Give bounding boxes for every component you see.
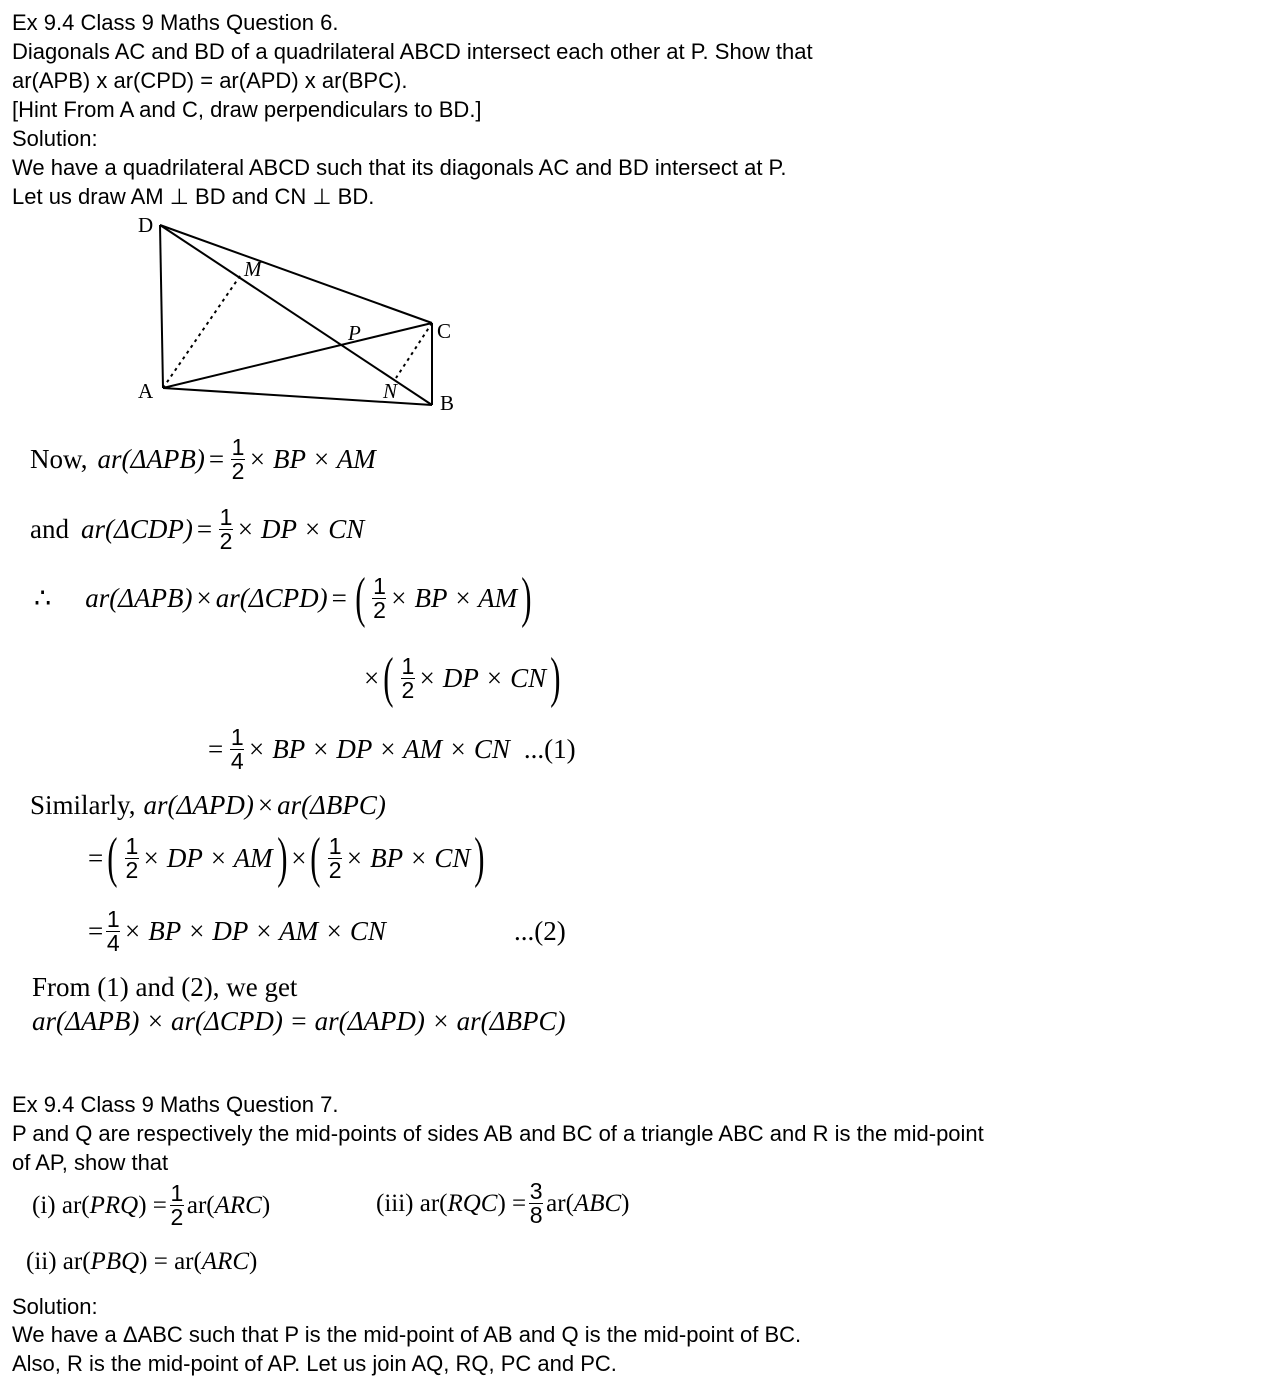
label-d: D — [138, 213, 154, 237]
side-dc — [160, 225, 432, 323]
part-i-triangle: PRQ — [89, 1191, 139, 1219]
denominator: 8 — [529, 1202, 543, 1228]
equals: = — [88, 916, 104, 946]
times: × — [291, 842, 307, 873]
fraction-half — [219, 506, 233, 553]
label-c: C — [437, 319, 452, 343]
part-ii-triangle: PBQ — [90, 1248, 140, 1275]
fraction-half — [170, 1182, 184, 1229]
ar-bpc: ar(ΔBPC) — [277, 790, 386, 820]
fraction-half — [125, 832, 139, 883]
similarly-text: Similarly, — [30, 790, 136, 820]
part-i-rhs-close: ) — [261, 1191, 271, 1219]
q6-solution-label: Solution: — [12, 126, 98, 151]
label-a: A — [138, 379, 154, 403]
fraction-quarter — [230, 726, 244, 773]
numerator: 1 — [170, 1180, 184, 1206]
q7-solution-line-2: Also, R is the mid-point of AP. Let us join AQ, RQ, PC and PC. — [12, 1351, 617, 1376]
part-ii-label: (ii) ar( — [26, 1248, 91, 1275]
eq-result-2 — [88, 908, 386, 955]
bp-dp-am-cn: × BP × DP × AM × CN — [247, 734, 510, 764]
part-iii-label: (iii) ar( — [376, 1189, 448, 1217]
eq-result-1 — [204, 726, 576, 773]
equals: = — [88, 842, 104, 873]
eq-area-apb — [30, 436, 376, 483]
numerator: 1 — [125, 832, 139, 859]
conclusion: ar(ΔAPB) × ar(ΔCPD) = ar(ΔAPD) × ar(ΔBPC) — [32, 1006, 566, 1036]
denominator: 4 — [106, 930, 120, 956]
part-i-equals: ) = — [138, 1191, 167, 1219]
eq-similarly — [30, 790, 386, 821]
q7-statement-line-1: P and Q are respectively the mid-points of sides AB and BC of a triangle ABC and R is the mid-point — [12, 1121, 984, 1146]
denominator: 2 — [231, 458, 245, 484]
part-iii-equals: ) = — [497, 1189, 527, 1217]
therefore-symbol: ∴ — [34, 582, 52, 613]
denominator: 2 — [373, 596, 386, 623]
dp-am: × DP × AM — [141, 842, 273, 873]
equation-ref-1: ...(1) — [523, 734, 576, 764]
now-text: Now, — [30, 444, 88, 474]
denominator: 2 — [170, 1204, 184, 1230]
part-ii-rhs-close: ) — [249, 1248, 258, 1275]
q7-part-ii — [26, 1248, 257, 1276]
q7-solution-label: Solution: — [12, 1294, 98, 1319]
equation-ref-2: ...(2) — [514, 916, 566, 946]
q7-solution-line-1: We have a ΔABC such that P is the mid-point of AB and Q is the mid-point of BC. — [12, 1322, 802, 1347]
bp-cn: × BP × CN — [345, 842, 471, 873]
part-i-rhs-triangle: ARC — [214, 1191, 262, 1219]
ar-cdp: ar(ΔCDP) — [80, 514, 193, 544]
numerator: 1 — [230, 724, 244, 750]
fraction-half — [401, 652, 415, 703]
part-ii-equals: ) = ar( — [139, 1248, 202, 1275]
ar-apb: ar(ΔAPB) — [85, 582, 193, 613]
times: × — [364, 662, 380, 693]
part-iii-rhs-triangle: ABC — [573, 1189, 622, 1217]
denominator: 2 — [219, 528, 233, 554]
part-iii-triangle: RQC — [447, 1189, 498, 1217]
part-ii-rhs-triangle: ARC — [201, 1248, 250, 1275]
from-1-and-2: From (1) and (2), we get — [32, 972, 298, 1002]
numerator: 1 — [106, 906, 120, 932]
label-b: B — [440, 391, 455, 415]
side-da — [160, 225, 163, 388]
q6-solution-line-1: We have a quadrilateral ABCD such that its diagonals AC and BD intersect at P. — [12, 155, 787, 180]
q6-hint: [Hint From A and C, draw perpendiculars to BD.] — [12, 97, 482, 122]
times: × — [196, 582, 212, 613]
q7-part-iii — [376, 1180, 629, 1227]
bp-dp-am-cn: × BP × DP × AM × CN — [123, 916, 386, 946]
q6-solution-line-2: Let us draw AM ⊥ BD and CN ⊥ BD. — [12, 184, 375, 209]
numerator: 1 — [219, 504, 233, 530]
q6-statement-line-2: ar(APB) x ar(CPD) = ar(APD) x ar(BPC). — [12, 68, 408, 93]
dp-cn: × DP × CN — [236, 514, 365, 544]
fraction-half — [372, 572, 386, 623]
part-iii-rhs-close: ) — [621, 1189, 630, 1217]
dp-cn: × DP × CN — [417, 662, 547, 693]
label-n: N — [383, 379, 398, 403]
q7-part-i — [32, 1182, 270, 1229]
equals: = — [196, 514, 213, 544]
equals: = — [331, 582, 347, 613]
part-i-label: (i) ar( — [32, 1191, 90, 1219]
q6-title: Ex 9.4 Class 9 Maths Question 6. — [12, 10, 339, 35]
ar-apd: ar(ΔAPD) — [143, 790, 254, 820]
part-iii-rhs: ar( — [546, 1189, 574, 1217]
label-m: M — [244, 257, 262, 281]
times: × — [257, 790, 274, 820]
denominator: 2 — [125, 856, 139, 883]
equals: = — [208, 444, 225, 474]
bp-am: × BP × AM — [389, 582, 518, 613]
ar-apb: ar(ΔAPB) — [97, 444, 205, 474]
fraction-three-eighths — [529, 1180, 543, 1227]
ar-cpd: ar(ΔCPD) — [215, 582, 328, 613]
numerator: 3 — [529, 1178, 543, 1204]
q6-statement-line-1: Diagonals AC and BD of a quadrilateral ABCD intersect each other at P. Show that — [12, 39, 813, 64]
denominator: 4 — [230, 748, 244, 774]
denominator: 2 — [401, 676, 415, 703]
and-text: and — [30, 514, 69, 544]
numerator: 1 — [401, 652, 415, 679]
part-i-rhs: ar( — [186, 1191, 215, 1219]
equals: = — [208, 734, 224, 764]
eq-product-3: = ( $\frac{1}{2}$ × DP × AM ) × ( $\frac{1}{2}$ × BP × CN ) — [88, 827, 485, 889]
q7-title: Ex 9.4 Class 9 Maths Question 7. — [12, 1092, 339, 1117]
bp-am: × BP × AM — [248, 444, 376, 474]
q7-statement-line-2: of AP, show that — [12, 1150, 169, 1175]
label-p: P — [348, 321, 361, 345]
fraction-quarter — [106, 908, 120, 955]
fraction-half — [328, 832, 342, 883]
numerator: 1 — [373, 572, 386, 599]
numerator: 1 — [328, 832, 342, 859]
eq-area-cdp — [30, 506, 364, 553]
numerator: 1 — [231, 434, 245, 460]
eq-product-2: × ( $\frac{1}{2}$ × DP × CN ) — [364, 647, 561, 709]
eq-product-1: ∴ ar(ΔAPB) × ar(ΔCPD) = ( $\frac{1}{2}$ × BP × AM ) — [34, 567, 532, 629]
fraction-half — [231, 436, 245, 483]
quadrilateral-figure — [0, 200, 500, 430]
denominator: 2 — [328, 856, 342, 883]
